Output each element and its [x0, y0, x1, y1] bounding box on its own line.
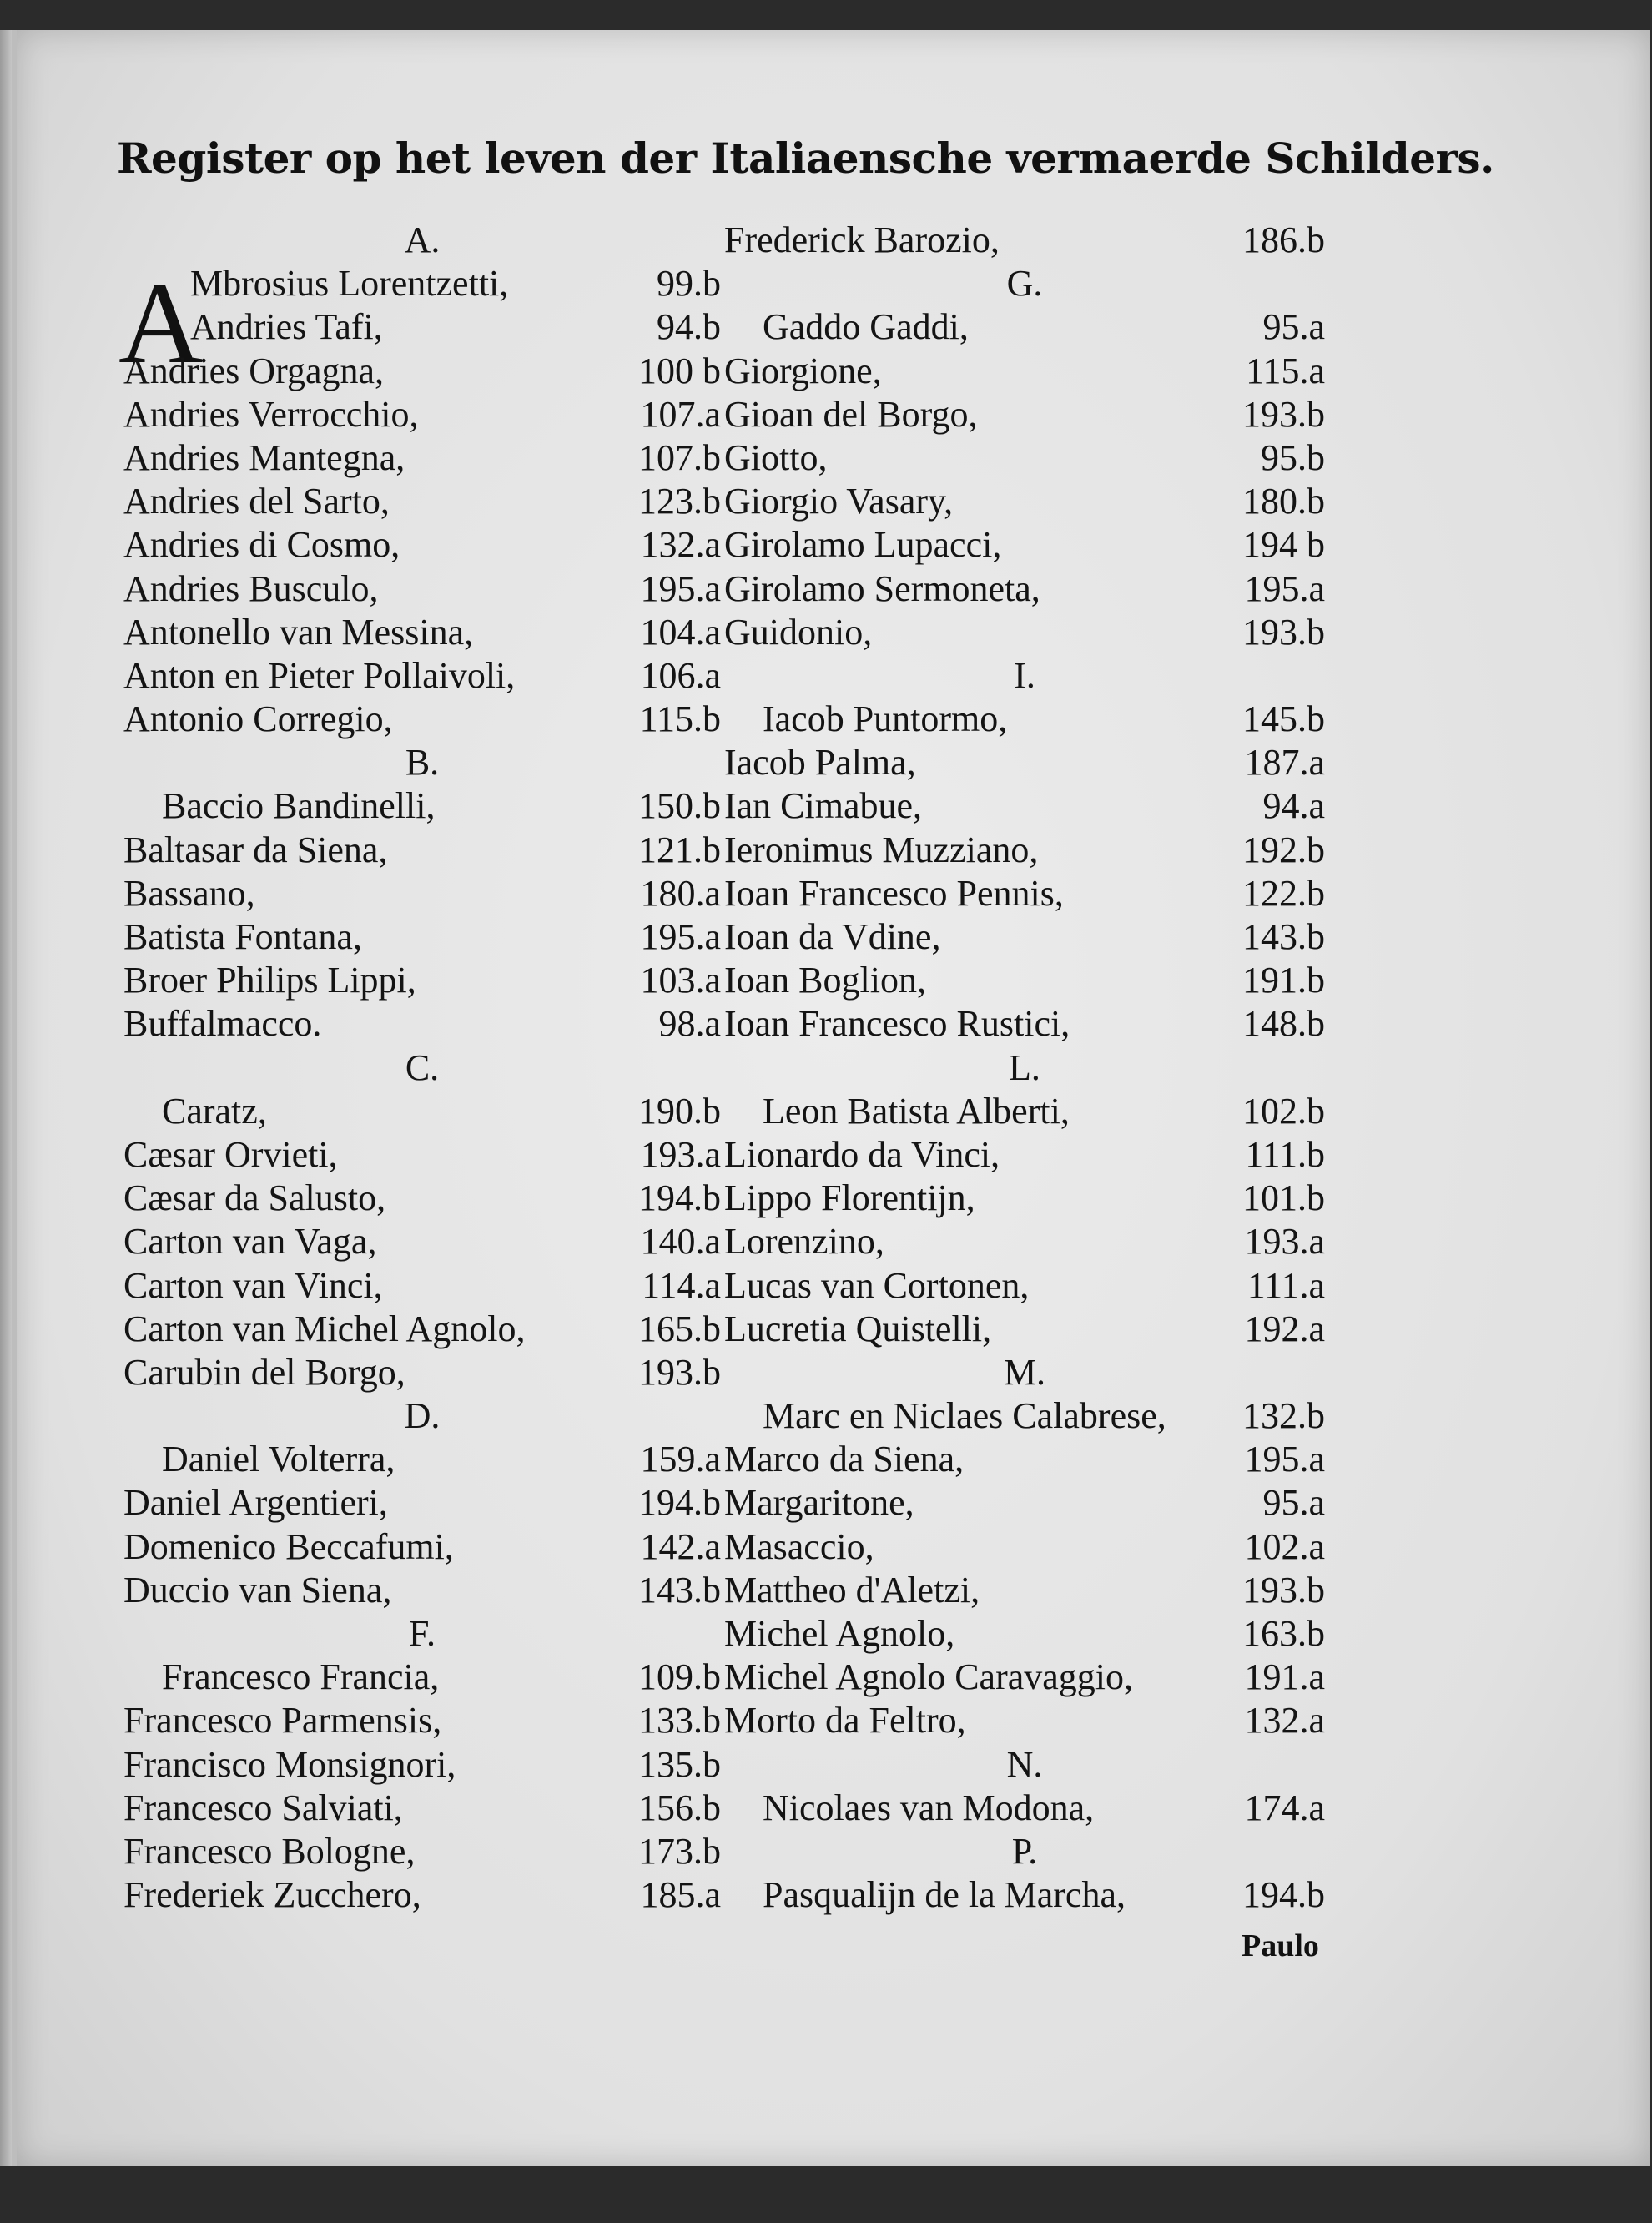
index-entry [724, 698, 1325, 741]
index-entry [724, 350, 1325, 393]
folio-reference: 143.b [638, 1569, 721, 1611]
painter-name: Broer Philips Lippi, [123, 960, 416, 1001]
folio-reference: 165.b [638, 1308, 721, 1349]
folio-reference: 115.b [639, 698, 721, 740]
index-entry [123, 1177, 721, 1220]
painter-name: Andries Orgagna, [123, 350, 384, 391]
folio-reference: 143.b [1242, 916, 1325, 957]
folio-reference: 103.a [640, 960, 721, 1001]
painter-name: Andries del Sarto, [123, 481, 390, 522]
folio-reference: 95.b [1261, 436, 1325, 478]
drop-capital: A [118, 259, 204, 388]
right-index-column [724, 219, 1325, 1917]
folio-reference: 195.a [1244, 1439, 1325, 1480]
index-entry [724, 1220, 1325, 1263]
painter-name: Ioan da Vdine, [724, 916, 941, 957]
folio-reference: 193.a [640, 1133, 721, 1175]
letter-heading: I. [1014, 654, 1035, 696]
index-entry [123, 1743, 721, 1787]
painter-name: Buffalmacco. [123, 1003, 322, 1045]
folio-reference: 195.a [640, 916, 721, 957]
painter-name: Cæsar da Salusto, [123, 1177, 386, 1219]
index-entry [724, 436, 1325, 480]
painter-name: Michel Agnolo, [724, 1613, 955, 1654]
index-entry [724, 741, 1325, 784]
index-entry [724, 1787, 1325, 1830]
painter-name: Ieronimus Muzziano, [724, 829, 1039, 870]
folio-reference: 195.a [640, 567, 721, 609]
folio-reference: 148.b [1242, 1003, 1325, 1045]
folio-reference: 187.a [1244, 742, 1325, 784]
index-entry [123, 872, 721, 915]
index-entry [123, 1525, 721, 1569]
folio-reference: 123.b [638, 481, 721, 522]
folio-reference: 194.b [1242, 1874, 1325, 1916]
folio-reference: 133.b [638, 1700, 721, 1742]
index-entry [123, 1090, 721, 1133]
index-entry [724, 1656, 1325, 1699]
painter-name: Carton van Vaga, [123, 1221, 377, 1263]
index-entry [123, 654, 721, 698]
folio-reference: 192.b [1242, 829, 1325, 870]
folio-reference: 107.a [640, 393, 721, 435]
folio-reference: 193.a [1244, 1221, 1325, 1263]
painter-name: Carubin del Borgo, [123, 1351, 405, 1393]
index-entry [123, 1438, 721, 1481]
painter-name: Daniel Volterra, [162, 1439, 395, 1480]
painter-name: Francesco Salviati, [123, 1787, 403, 1828]
folio-reference: 94.b [657, 306, 721, 348]
index-entry [123, 1699, 721, 1742]
index-entry [724, 829, 1325, 872]
index-entry [724, 1699, 1325, 1742]
left-index-column [123, 219, 721, 1917]
index-entry [724, 1133, 1325, 1177]
painter-name: Francesco Bologne, [123, 1830, 416, 1872]
painter-name: Iacob Palma, [724, 742, 916, 784]
folio-reference: 193.b [1242, 1569, 1325, 1611]
painter-name: Bassano, [123, 872, 255, 914]
painter-name: Gaddo Gaddi, [763, 306, 969, 348]
folio-reference: 163.b [1242, 1613, 1325, 1654]
letter-heading: N. [1006, 1743, 1043, 1785]
painter-name: Francesco Parmensis, [123, 1700, 442, 1742]
folio-reference: 193.b [638, 1351, 721, 1393]
folio-reference: 111.b [1245, 1133, 1325, 1175]
painter-name: Frederiek Zucchero, [123, 1874, 421, 1916]
index-entry [724, 611, 1325, 654]
painter-name: Lippo Florentijn, [724, 1177, 975, 1219]
painter-name: Frederick Barozio, [724, 219, 1000, 260]
index-entry [123, 480, 721, 523]
folio-reference: 109.b [638, 1656, 721, 1698]
folio-reference: 186.b [1242, 219, 1325, 260]
folio-reference: 194 b [1242, 524, 1325, 566]
letter-heading: M. [1003, 1351, 1046, 1393]
folio-reference: 132.a [640, 524, 721, 566]
letter-heading: F. [409, 1613, 436, 1654]
folio-reference: 185.a [640, 1874, 721, 1916]
folio-reference: 194.b [638, 1482, 721, 1524]
index-entry [123, 698, 721, 741]
letter-heading: C. [405, 1046, 440, 1088]
folio-reference: 193.b [1242, 393, 1325, 435]
letter-heading: A. [404, 219, 441, 260]
painter-name: Morto da Feltro, [724, 1700, 966, 1742]
folio-reference: 140.a [640, 1221, 721, 1263]
page-title: Register op het leven der Italiaensche vermaerde Schilders. [117, 134, 1494, 183]
painter-name: Duccio van Siena, [123, 1569, 392, 1611]
index-entry [724, 219, 1325, 262]
painter-name: Caratz, [162, 1090, 267, 1132]
letter-heading: L. [1009, 1046, 1040, 1088]
index-entry [724, 915, 1325, 959]
painter-name: Lucretia Quistelli, [724, 1308, 992, 1349]
index-entry [724, 1002, 1325, 1046]
index-entry [123, 1351, 721, 1394]
index-entry [724, 1090, 1325, 1133]
index-entry [123, 829, 721, 872]
index-entry [724, 1481, 1325, 1525]
painter-name: Iacob Puntormo, [763, 698, 1008, 740]
index-entry [724, 305, 1325, 349]
index-entry [123, 959, 721, 1002]
index-entry [123, 436, 721, 480]
folio-reference: 101.b [1242, 1177, 1325, 1219]
painter-name: Domenico Beccafumi, [123, 1525, 454, 1567]
index-entry [123, 1873, 721, 1917]
painter-name: Marco da Siena, [724, 1439, 965, 1480]
folio-reference: 132.b [1242, 1395, 1325, 1437]
index-entry [123, 262, 721, 305]
painter-name: Andries Mantegna, [123, 436, 405, 478]
folio-reference: 193.b [1242, 611, 1325, 653]
painter-name: Anton en Pieter Pollaivoli, [123, 654, 516, 696]
index-entry [724, 480, 1325, 523]
folio-reference: 95.a [1262, 1482, 1325, 1524]
painter-name: Guidonio, [724, 611, 873, 653]
index-entry [123, 1002, 721, 1046]
index-entry [123, 1264, 721, 1308]
index-entry [123, 393, 721, 436]
index-entry [123, 1481, 721, 1525]
index-entry [724, 784, 1325, 828]
folio-reference: 94.a [1262, 785, 1325, 827]
letter-heading: G. [1006, 263, 1043, 305]
painter-name: Lorenzino, [724, 1221, 884, 1263]
folio-reference: 190.b [638, 1090, 721, 1132]
painter-name: Mbrosius Lorentzetti, [190, 263, 509, 305]
painter-name: Andries Tafi, [190, 306, 383, 348]
index-entry [123, 1133, 721, 1177]
painter-name: Ioan Francesco Rustici, [724, 1003, 1070, 1045]
index-entry [123, 1569, 721, 1612]
folio-reference: 191.b [1242, 960, 1325, 1001]
painter-name: Francisco Monsignori, [123, 1743, 456, 1785]
painter-name: Ioan Francesco Pennis, [724, 872, 1064, 914]
folio-reference: 95.a [1262, 306, 1325, 348]
folio-reference: 122.b [1242, 872, 1325, 914]
folio-reference: 150.b [638, 785, 721, 827]
folio-reference: 145.b [1242, 698, 1325, 740]
painter-name: Lionardo da Vinci, [724, 1133, 1000, 1175]
painter-name: Giorgio Vasary, [724, 481, 954, 522]
index-entry [123, 1656, 721, 1699]
painter-name: Lucas van Cortonen, [724, 1264, 1030, 1306]
catchword: Paulo [1242, 1928, 1319, 1963]
painter-name: Ian Cimabue, [724, 785, 923, 827]
folio-reference: 195.a [1244, 567, 1325, 609]
folio-reference: 98.a [658, 1003, 721, 1045]
painter-name: Batista Fontana, [123, 916, 362, 957]
index-entry [724, 1612, 1325, 1656]
painter-name: Pasqualijn de la Marcha, [763, 1874, 1126, 1916]
folio-reference: 104.a [640, 611, 721, 653]
folio-reference: 135.b [638, 1743, 721, 1785]
folio-reference: 121.b [638, 829, 721, 870]
index-entry [724, 872, 1325, 915]
folio-reference: 159.a [640, 1439, 721, 1480]
index-entry [724, 1264, 1325, 1308]
index-entry [123, 523, 721, 567]
painter-name: Andries Busculo, [123, 567, 379, 609]
painter-name: Mattheo d'Aletzi, [724, 1569, 980, 1611]
index-entry [123, 915, 721, 959]
index-entry [123, 1787, 721, 1830]
painter-name: Antonio Corregio, [123, 698, 393, 740]
painter-name: Daniel Argentieri, [123, 1482, 388, 1524]
painter-name: Carton van Vinci, [123, 1264, 383, 1306]
index-entry [724, 1873, 1325, 1917]
folio-reference: 180.a [640, 872, 721, 914]
painter-name: Girolamo Sermoneta, [724, 567, 1040, 609]
painter-name: Ioan Boglion, [724, 960, 926, 1001]
folio-reference: 100 b [638, 350, 721, 391]
index-entry [724, 567, 1325, 611]
painter-name: Giorgione, [724, 350, 882, 391]
index-entry [724, 1438, 1325, 1481]
index-entry [724, 393, 1325, 436]
index-entry [724, 1394, 1325, 1438]
index-entry [123, 611, 721, 654]
painter-name: Andries Verrocchio, [123, 393, 419, 435]
painter-name: Cæsar Orvieti, [123, 1133, 338, 1175]
index-entry [724, 1177, 1325, 1220]
letter-heading: D. [404, 1395, 441, 1437]
painter-name: Leon Batista Alberti, [763, 1090, 1070, 1132]
folio-reference: 111.a [1247, 1264, 1325, 1306]
painter-name: Nicolaes van Modona, [763, 1787, 1095, 1828]
folio-reference: 102.a [1244, 1525, 1325, 1567]
painter-name: Andries di Cosmo, [123, 524, 400, 566]
folio-reference: 142.a [640, 1525, 721, 1567]
index-entry [724, 1569, 1325, 1612]
index-entry [724, 523, 1325, 567]
index-entry [123, 1220, 721, 1263]
folio-reference: 156.b [638, 1787, 721, 1828]
painter-name: Michel Agnolo Caravaggio, [724, 1656, 1134, 1698]
folio-reference: 106.a [640, 654, 721, 696]
folio-reference: 194.b [638, 1177, 721, 1219]
folio-reference: 192.a [1244, 1308, 1325, 1349]
folio-reference: 102.b [1242, 1090, 1325, 1132]
painter-name: Francesco Francia, [162, 1656, 440, 1698]
folio-reference: 174.a [1244, 1787, 1325, 1828]
folio-reference: 173.b [638, 1830, 721, 1872]
index-entry [123, 305, 721, 349]
painter-name: Gioan del Borgo, [724, 393, 978, 435]
index-entry [123, 567, 721, 611]
folio-reference: 114.a [642, 1264, 721, 1306]
index-entry [724, 959, 1325, 1002]
painter-name: Baltasar da Siena, [123, 829, 388, 870]
painter-name: Girolamo Lupacci, [724, 524, 1002, 566]
painter-name: Antonello van Messina, [123, 611, 474, 653]
folio-reference: 115.a [1246, 350, 1325, 391]
painter-name: Carton van Michel Agnolo, [123, 1308, 526, 1349]
painter-name: Giotto, [724, 436, 828, 478]
painter-name: Baccio Bandinelli, [162, 785, 436, 827]
index-entry [123, 784, 721, 828]
index-entry [123, 1308, 721, 1351]
folio-reference: 191.a [1244, 1656, 1325, 1698]
index-entry [724, 1308, 1325, 1351]
painter-name: Marc en Niclaes Calabrese, [763, 1395, 1166, 1437]
folio-reference: 99.b [657, 263, 721, 305]
index-entry [123, 350, 721, 393]
painter-name: Margaritone, [724, 1482, 914, 1524]
index-entry [724, 1525, 1325, 1569]
letter-heading: P. [1011, 1830, 1038, 1872]
painter-name: Masaccio, [724, 1525, 874, 1567]
folio-reference: 107.b [638, 436, 721, 478]
folio-reference: 180.b [1242, 481, 1325, 522]
folio-reference: 132.a [1244, 1700, 1325, 1742]
index-entry [123, 1830, 721, 1873]
letter-heading: B. [405, 742, 440, 784]
